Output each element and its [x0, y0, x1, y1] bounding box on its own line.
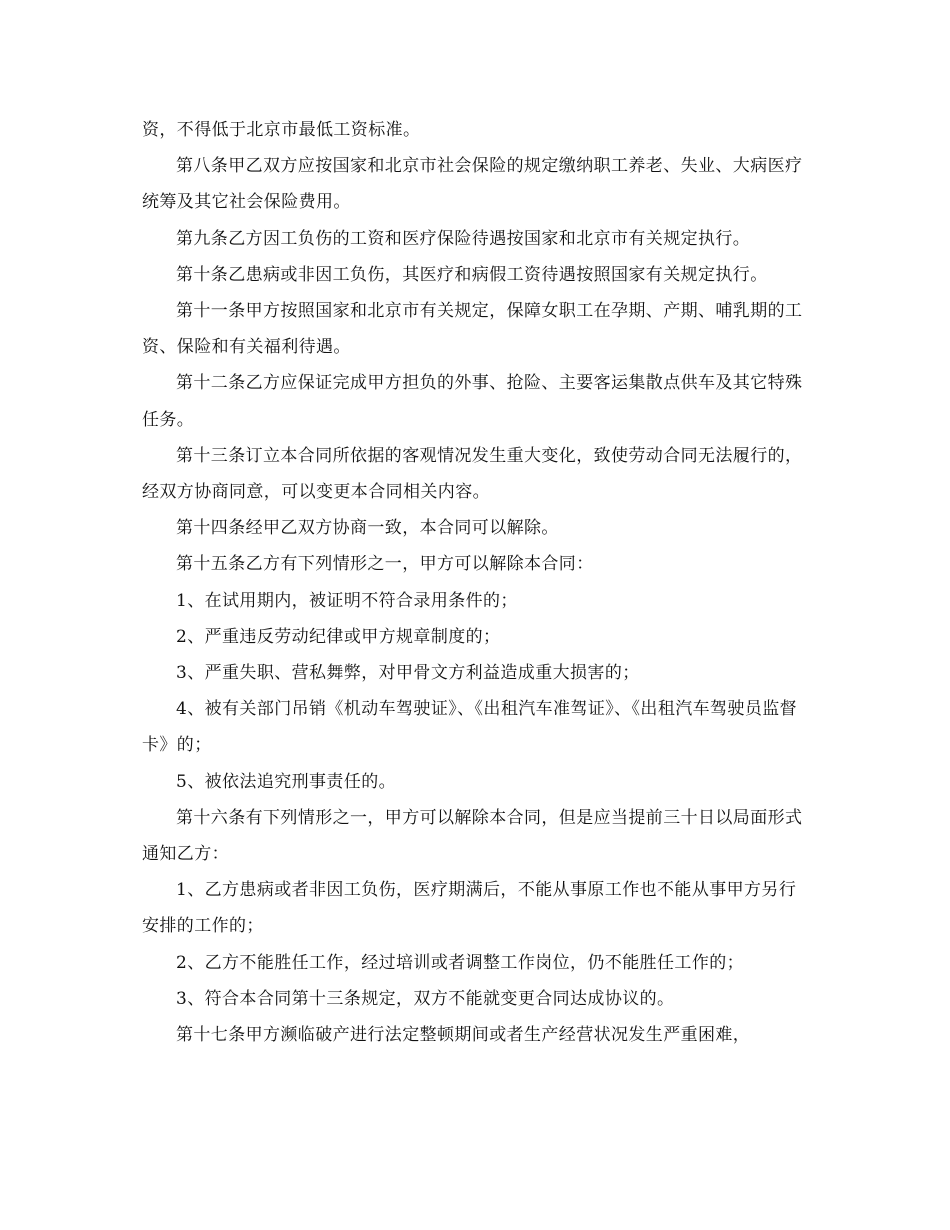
list-item: 2、严重违反劳动纪律或甲方规章制度的； [176, 626, 501, 647]
paragraph-article-12: 第十二条乙方应保证完成甲方担负的外事、抢险、主要客运集散点供车及其它特殊任务。 [142, 373, 803, 430]
paragraph-article-17: 第十七条甲方濒临破产进行法定整顿期间或者生产经营状况发生严重困难， [176, 1025, 751, 1046]
list-item: 5、被依法追究刑事责任的。 [176, 771, 397, 792]
list-item: 4、被有关部门吊销《机动车驾驶证》、《出租汽车准驾证》、《出租汽车驾驶员监督卡》的； [142, 699, 798, 756]
paragraph-article-11: 第十一条甲方按照国家和北京市有关规定，保障女职工在孕期、产期、哺乳期的工资、保险和有关福利待遇。 [142, 301, 803, 358]
paragraph-article-13: 第十三条订立本合同所依据的客观情况发生重大变化，致使劳动合同无法履行的，经双方协商同意，可以变更本合同相关内容。 [142, 445, 803, 503]
paragraph-article-10: 第十条乙患病或非因工负伤，其医疗和病假工资待遇按照国家有关规定执行。 [176, 264, 768, 285]
paragraph-article-14: 第十四条经甲乙双方协商一致，本合同可以解除。 [176, 518, 559, 539]
list-item: 1、在试用期内，被证明不符合录用条件的； [176, 590, 518, 611]
paragraph-article-15: 第十五条乙方有下列情形之一，甲方可以解除本合同： [176, 554, 594, 575]
list-item: 2、乙方不能胜任工作，经过培训或者调整工作岗位，仍不能胜任工作的； [176, 952, 745, 973]
paragraph-continuation: 资，不得低于北京市最低工资标准。 [142, 120, 421, 140]
paragraph-article-8: 第八条甲乙双方应按国家和北京市社会保险的规定缴纳职工养老、失业、大病医疗统筹及其它社会保险费用。 [142, 156, 803, 213]
paragraph-article-9: 第九条乙方因工负伤的工资和医疗保险待遇按国家和北京市有关规定执行。 [176, 228, 751, 249]
paragraph-article-16: 第十六条有下列情形之一，甲方可以解除本合同，但是应当提前三十日以局面形式通知乙方： [142, 807, 803, 865]
contract-body [142, 112, 810, 1053]
list-item: 3、符合本合同第十三条规定，双方不能就变更合同达成协议的。 [176, 988, 675, 1009]
list-item: 1、乙方患病或者非因工负伤，医疗期满后，不能从事原工作也不能从事甲方另行安排的工作的； [142, 880, 797, 937]
list-item: 3、严重失职、营私舞弊，对甲骨文方利益造成重大损害的； [176, 663, 640, 684]
